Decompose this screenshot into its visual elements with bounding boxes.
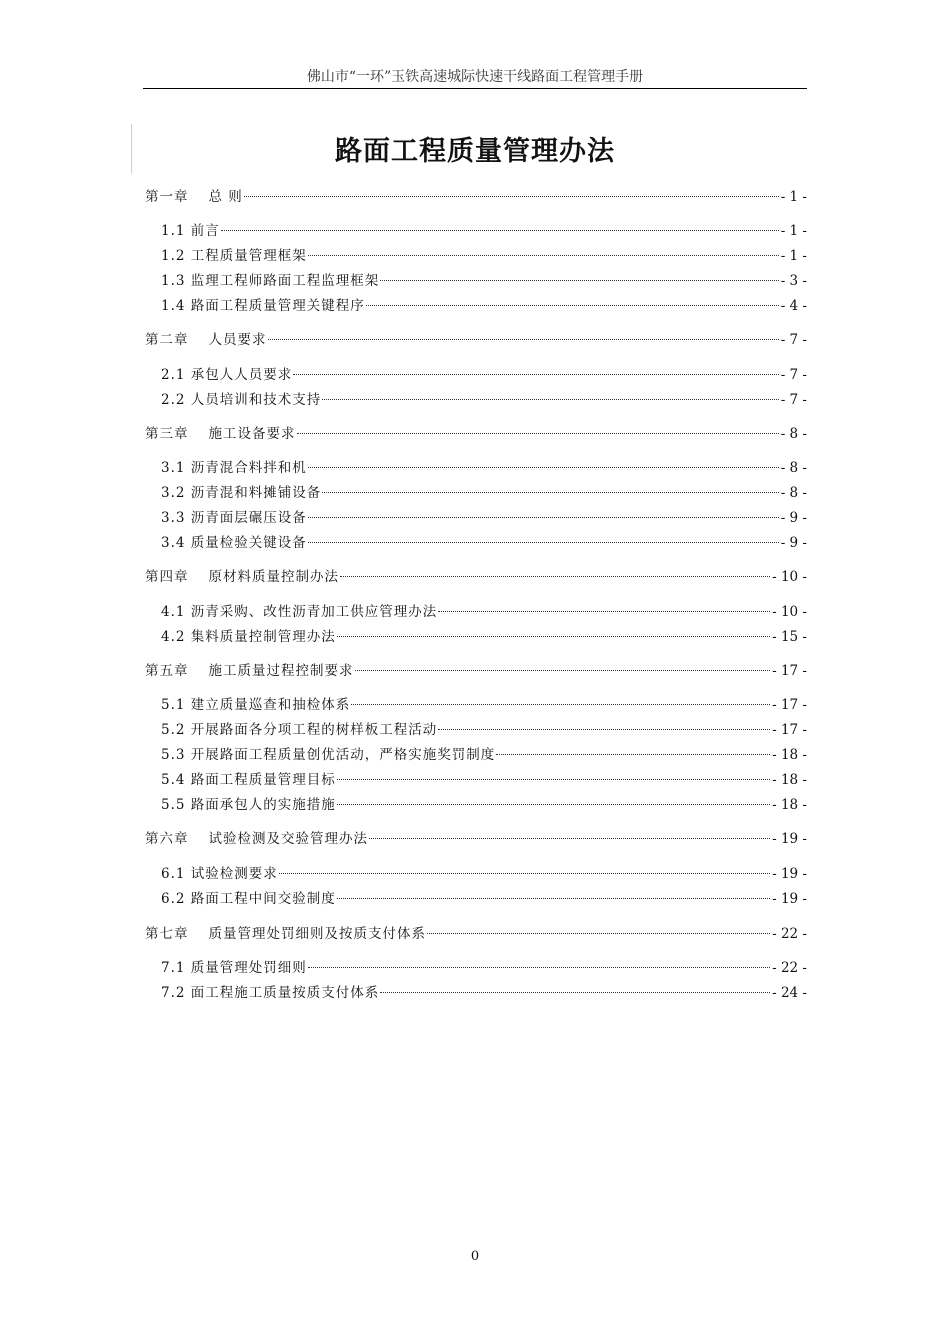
- chapter-title: 试验检测及交验管理办法: [208, 831, 368, 847]
- section-title: 7.2 面工程施工质量按质支付体系: [161, 985, 380, 1001]
- page-number: - 24 -: [772, 985, 807, 1001]
- toc-section-entry[interactable]: [161, 863, 807, 885]
- section-title: 3.1 沥青混合料拌和机: [161, 460, 307, 476]
- toc-section-entry[interactable]: [161, 982, 807, 1004]
- dot-leader: [438, 728, 770, 730]
- chapter-number: 第二章: [145, 332, 189, 348]
- section-title: 1.3 监理工程师路面工程监理框架: [161, 273, 380, 289]
- page-number: - 7 -: [780, 332, 807, 348]
- section-title: 2.2 人员培训和技术支持: [161, 392, 322, 408]
- page-number: - 9 -: [780, 535, 807, 551]
- page-number: - 8 -: [780, 460, 807, 476]
- section-title: 1.4 路面工程质量管理关键程序: [161, 298, 365, 314]
- toc-section-entry[interactable]: [161, 507, 807, 529]
- dot-leader: [380, 279, 778, 281]
- toc-section-entry[interactable]: [161, 957, 807, 979]
- page-number: - 8 -: [780, 426, 807, 442]
- page-number: - 1 -: [780, 223, 807, 239]
- dot-leader: [351, 703, 770, 705]
- page-number: - 15 -: [772, 629, 807, 645]
- toc-section-entry[interactable]: [161, 794, 807, 816]
- running-header: 佛山市“一环”玉铁高速城际快速干线路面工程管理手册: [143, 66, 807, 89]
- toc-chapter-entry[interactable]: [145, 566, 807, 588]
- dot-leader: [308, 466, 779, 468]
- toc-section-entry[interactable]: [161, 389, 807, 411]
- toc-section-entry[interactable]: [161, 626, 807, 648]
- section-title: 3.3 沥青面层碾压设备: [161, 510, 307, 526]
- toc-chapter-entry[interactable]: [145, 923, 807, 945]
- dot-leader: [438, 610, 770, 612]
- dot-leader: [427, 932, 770, 934]
- chapter-number: 第六章: [145, 831, 189, 847]
- toc-section-entry[interactable]: [161, 719, 807, 741]
- page-number: - 1 -: [780, 189, 807, 205]
- section-title: 3.4 质量检验关键设备: [161, 535, 307, 551]
- toc-section-entry[interactable]: [161, 888, 807, 910]
- dot-leader: [337, 635, 770, 637]
- section-title: 5.5 路面承包人的实施措施: [161, 797, 336, 813]
- section-title: 7.1 质量管理处罚细则: [161, 960, 307, 976]
- chapter-number: 第一章: [145, 189, 189, 205]
- chapter-title: 施工设备要求: [208, 426, 296, 442]
- page-number: - 4 -: [780, 298, 807, 314]
- dot-leader: [322, 398, 778, 400]
- page-number: - 17 -: [772, 663, 807, 679]
- toc-chapter-entry[interactable]: [145, 329, 807, 351]
- dot-leader: [293, 373, 778, 375]
- page-number: - 19 -: [772, 831, 807, 847]
- toc-section-entry[interactable]: [161, 270, 807, 292]
- section-title: 4.1 沥青采购、改性沥青加工供应管理办法: [161, 604, 438, 620]
- page-number: - 3 -: [780, 273, 807, 289]
- chapter-title: 施工质量过程控制要求: [208, 663, 354, 679]
- dot-leader: [279, 872, 770, 874]
- dot-leader: [308, 966, 770, 968]
- toc-section-entry[interactable]: [161, 532, 807, 554]
- dot-leader: [244, 195, 779, 197]
- toc-section-entry[interactable]: [161, 364, 807, 386]
- section-title: 6.2 路面工程中间交验制度: [161, 891, 336, 907]
- dot-leader: [496, 753, 770, 755]
- toc-chapter-entry[interactable]: [145, 660, 807, 682]
- section-title: 2.1 承包人人员要求: [161, 367, 293, 383]
- page-number: - 17 -: [772, 722, 807, 738]
- dot-leader: [322, 491, 778, 493]
- page-number: - 1 -: [780, 248, 807, 264]
- chapter-number: 第四章: [145, 569, 189, 585]
- section-title: 1.1 前言: [161, 223, 220, 239]
- chapter-title: 质量管理处罚细则及按质支付体系: [208, 926, 426, 942]
- dot-leader: [221, 229, 779, 231]
- margin-mark: [131, 124, 132, 174]
- page-number: - 18 -: [772, 747, 807, 763]
- toc-section-entry[interactable]: [161, 245, 807, 267]
- page-number: - 22 -: [772, 960, 807, 976]
- page-number: - 7 -: [780, 367, 807, 383]
- section-title: 1.2 工程质量管理框架: [161, 248, 307, 264]
- dot-leader: [268, 338, 779, 340]
- chapter-title: 总 则: [208, 189, 243, 205]
- page-number: - 10 -: [772, 604, 807, 620]
- dot-leader: [308, 254, 779, 256]
- dot-leader: [308, 541, 779, 543]
- page-number: - 22 -: [772, 926, 807, 942]
- toc-chapter-entry[interactable]: [145, 828, 807, 850]
- page-number: - 19 -: [772, 891, 807, 907]
- section-title: 5.2 开展路面各分项工程的树样板工程活动: [161, 722, 438, 738]
- document-title: 路面工程质量管理办法: [335, 136, 615, 167]
- page-number: - 17 -: [772, 697, 807, 713]
- toc-section-entry[interactable]: [161, 769, 807, 791]
- section-title: 6.1 试验检测要求: [161, 866, 278, 882]
- toc-chapter-entry[interactable]: [145, 186, 807, 208]
- toc-section-entry[interactable]: [161, 744, 807, 766]
- section-title: 3.2 沥青混和料摊铺设备: [161, 485, 322, 501]
- page-number: - 7 -: [780, 392, 807, 408]
- page-number: - 10 -: [772, 569, 807, 585]
- page-number: - 18 -: [772, 797, 807, 813]
- section-title: 5.1 建立质量巡查和抽检体系: [161, 697, 351, 713]
- chapter-title: 原材料质量控制办法: [208, 569, 339, 585]
- toc-section-entry[interactable]: [161, 220, 807, 242]
- dot-leader: [340, 575, 770, 577]
- page-number: - 8 -: [780, 485, 807, 501]
- dot-leader: [380, 991, 770, 993]
- chapter-number: 第三章: [145, 426, 189, 442]
- toc-chapter-entry[interactable]: [145, 423, 807, 445]
- dot-leader: [337, 803, 770, 805]
- dot-leader: [308, 516, 779, 518]
- chapter-number: 第七章: [145, 926, 189, 942]
- page-number: - 19 -: [772, 866, 807, 882]
- page-number: - 9 -: [780, 510, 807, 526]
- section-title: 4.2 集料质量控制管理办法: [161, 629, 336, 645]
- dot-leader: [355, 669, 771, 671]
- toc-section-entry[interactable]: [161, 457, 807, 479]
- toc-section-entry[interactable]: [161, 295, 807, 317]
- section-title: 5.3 开展路面工程质量创优活动，严格实施奖罚制度: [161, 747, 496, 763]
- page-number: - 18 -: [772, 772, 807, 788]
- dot-leader: [337, 897, 770, 899]
- chapter-number: 第五章: [145, 663, 189, 679]
- section-title: 5.4 路面工程质量管理目标: [161, 772, 336, 788]
- chapter-title: 人员要求: [208, 332, 267, 348]
- dot-leader: [366, 304, 779, 306]
- page-footer-number: 0: [470, 1249, 480, 1264]
- toc-section-entry[interactable]: [161, 601, 807, 623]
- dot-leader: [337, 778, 770, 780]
- toc-section-entry[interactable]: [161, 482, 807, 504]
- dot-leader: [297, 432, 779, 434]
- dot-leader: [369, 837, 770, 839]
- toc-section-entry[interactable]: [161, 694, 807, 716]
